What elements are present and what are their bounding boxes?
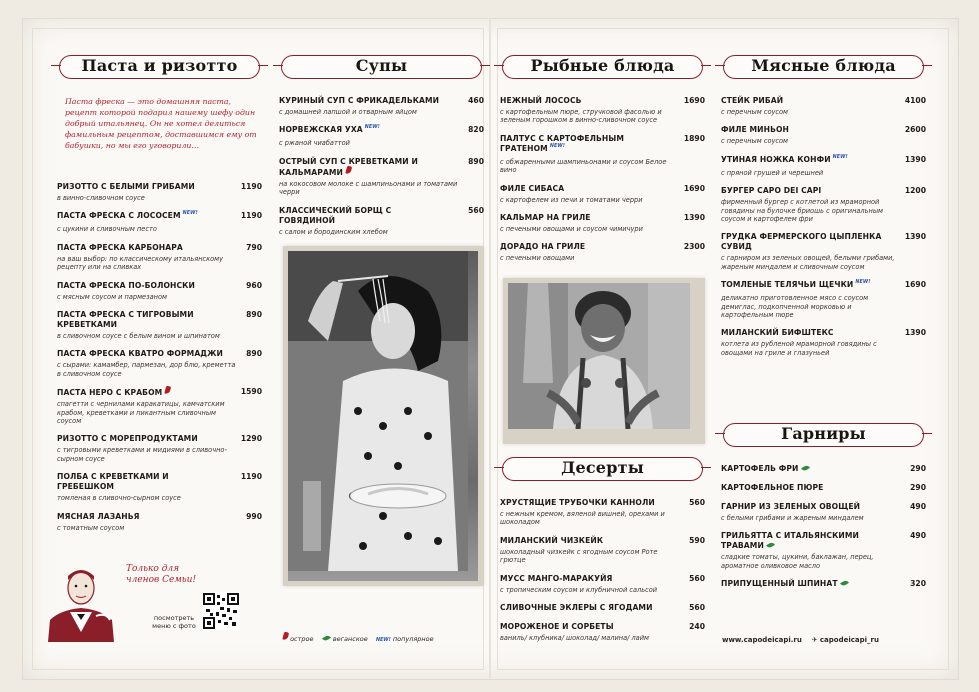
menu-item-description: с мясным соусом и пармезаном [57,292,167,301]
menu-item-name-text: РИЗОТТО С МОРЕПРОДУКТАМИ [57,434,198,444]
menu-item-name-text: РИЗОТТО С БЕЛЫМИ ГРИБАМИ [57,182,195,191]
menu-item-description: ваниль/ клубника/ шоколад/ малина/ лайм [500,634,649,643]
menu-item-name [57,434,262,444]
menu-item [500,184,705,204]
menu-item-name [57,349,262,359]
menu-item-name-text: ОСТРЫЙ СУП С КРЕВЕТКАМИ И КАЛЬМАРАМИ [279,156,418,177]
legend [280,633,434,643]
menu-item [57,512,262,532]
menu-item-name [721,186,926,196]
menu-item-name-text: МИЛАНСКИЙ ЧИЗКЕЙК [500,535,604,545]
menu-item-name [57,387,262,398]
menu-item-name-text: ПАСТА ФРЕСКА ПО-БОЛОНСКИ [57,280,195,290]
menu-item-name [500,603,705,613]
menu-item-price: 1390 [904,154,926,164]
menu-item [57,182,262,202]
menu-item [57,211,262,233]
menu-item-name [721,579,926,589]
menu-item-description: с перечным соусом [721,108,789,116]
menu-item [500,96,705,125]
meat-title: Мясные блюда [751,56,896,75]
soups-section [279,52,484,245]
menu-item [500,242,705,262]
menu-item-price: 2600 [904,125,926,135]
menu-item-description: на ваш выбор: по классическому итальянскому рецепту или на сливках [57,254,224,272]
menu-item [721,155,926,177]
menu-item-price: 1390 [904,328,926,338]
menu-item-price: 560 [468,205,484,215]
menu-item-price: 560 [689,603,705,613]
menu-item-description: сладкие томаты, цукини, баклажан, перец, ароматное оливковое масло [721,553,874,570]
menu-item-description: с перечным соусом [721,137,789,146]
website-link[interactable]: www.capodeicapi.ru [722,636,802,644]
page-fold [489,18,491,678]
menu-item-name [721,531,926,551]
menu-item-name [279,206,484,226]
menu-item-description: шоколадный чизкейк с ягодным соусом Роте грютце [500,547,658,565]
menu-item-name [57,310,262,330]
pasta-banner [57,52,262,82]
menu-item [500,213,705,233]
desserts-list [500,498,705,642]
legend-popular: популярное [392,635,434,643]
meat-banner [721,52,926,82]
menu-item-price: 560 [689,573,705,583]
leaf-icon [766,542,775,549]
pasta-section [57,52,262,541]
promo-text: Только для членов Семьи! [126,564,197,585]
sides-title: Гарниры [781,424,866,443]
menu-item-name-text: ТОМЛЕНЫЕ ТЕЛЯЧЬИ ЩЕЧКИ [721,280,854,290]
menu-item-description: с ржаной чиабаттой [279,139,350,148]
desserts-title: Десерты [561,458,644,477]
menu-item [57,472,262,502]
meat-section [721,52,926,366]
menu-item-price: 290 [910,483,926,492]
menu-item-name-text: ХРУСТЯЩИЕ ТРУБОЧКИ КАННОЛИ [500,498,655,507]
menu-item-name [279,96,484,106]
menu-item-name-text: НОРВЕЖСКАЯ УХА [279,125,363,135]
pasta-list [57,182,262,532]
menu-item [279,206,484,236]
sides-list [721,464,926,589]
chili-icon [345,165,352,174]
menu-item-name-text: БУРГЕР CAPO DEI CAPI [721,186,822,196]
leaf-icon [801,464,810,471]
menu-item-description: с тропическим соусом и клубничной сальсой [500,585,658,594]
menu-item [721,232,926,271]
new-badge: NEW! [364,125,380,131]
menu-item-name [57,281,262,291]
menu-item [721,502,926,522]
menu-item-price: 1690 [683,183,705,193]
menu-item-name-text: ГРИЛЬЯТТА С ИТАЛЬЯНСКИМИ ТРАВАМИ [721,531,859,551]
footer [722,636,879,644]
menu-item-price: 1390 [904,232,926,242]
menu-item-description: деликатно приготовленное мясо с соусом демиглас, подкопченной морковью и картофельным пюре [721,294,869,320]
menu-item-name-text: СЛИВОЧНЫЕ ЭКЛЕРЫ С ЯГОДАМИ [500,603,653,613]
woman-eating-pasta-image [288,251,468,571]
menu-item-name [500,498,705,508]
menu-item-name-text: ДОРАДО НА ГРИЛЕ [500,242,586,252]
menu-item-description: с томатным соусом [57,523,125,532]
chili-icon [165,386,172,395]
new-badge: NEW! [549,143,565,149]
menu-item-name [57,472,262,492]
qr-code-icon[interactable] [202,592,240,630]
menu-item-price: 1190 [240,182,262,191]
menu-item-name [721,125,926,135]
menu-item-name [57,182,262,192]
menu-item-description: с сырами: камамбер, пармезан, дор блю, креметта в сливочном соусе [57,361,236,378]
fish-list [500,96,705,263]
menu-item [721,464,926,474]
fish-title: Рыбные блюда [530,56,675,75]
menu-item-price: 820 [468,125,484,135]
menu-item-price: 960 [246,280,262,290]
menu-item [500,603,705,613]
menu-item-name-text: ГАРНИР ИЗ ЗЕЛЕНЫХ ОВОЩЕЙ [721,502,861,511]
menu-item [279,96,484,116]
menu-item-name [721,280,926,292]
menu-item-name-text: КУРИНЫЙ СУП С ФРИКАДЕЛЬКАМИ [279,96,440,105]
menu-item-description: с салом и бородинским хлебом [279,227,388,236]
menu-item-name-text: КАЛЬМАР НА ГРИЛЕ [500,213,591,223]
menu-item-price: 460 [468,96,484,105]
menu-item-name-text: МОРОЖЕНОЕ И СОРБЕТЫ [500,622,614,632]
menu-item-name-text: ПАСТА ФРЕСКА С ТИГРОВЫМИ КРЕВЕТКАМИ [57,310,194,330]
pasta-intro: Паста фреска — это домашняя паста, рецепт которой подарил нашему шефу один добрый итальянец. Он не хотел делиться фамильным рецептом, доставшимся ему от бабушки, но мы его уговорили… [65,97,257,150]
meat-list [721,96,926,357]
menu-item-price: 320 [910,579,926,589]
menu-item-description: котлета из рубленой мраморной говядины с овощами на гриле и глазуньей [721,340,877,357]
menu-item-name-text: ПАСТА ФРЕСКА С ЛОСОСЕМ [57,211,181,221]
menu-item-name-text: ПАСТА ФРЕСКА КВАТРО ФОРМАДЖИ [57,349,224,359]
menu-item-name-text: ФИЛЕ МИНЬОН [721,125,789,135]
sides-banner [721,420,926,450]
menu-item-name-text: ФИЛЕ СИБАСА [500,183,565,193]
menu-item-name [500,574,705,584]
menu-item-name [721,483,926,493]
menu-item-name-text: ГРУДКА ФЕРМЕРСКОГО ЦЫПЛЕНКА СУВИД [721,232,882,252]
menu-item-price: 1690 [683,96,705,105]
menu-item-price: 990 [246,511,262,521]
menu-item-description: на кокосовом молоке с шампиньонами и томатами черри [279,179,458,197]
menu-item-name [500,184,705,194]
menu-item-price: 1390 [683,213,705,223]
menu-item [500,134,705,175]
menu-item-name [500,134,705,156]
menu-item-price: 1690 [904,280,926,290]
menu-item-name-text: НЕЖНЫЙ ЛОСОСЬ [500,96,582,105]
menu-item-price: 4100 [904,96,926,105]
menu-item-price: 490 [910,502,926,511]
menu-item-name-text: КАРТОФЕЛЬНОЕ ПЮРЕ [721,483,824,492]
menu-item-name-text: СТЕЙК РИБАЙ [721,96,784,105]
menu-item-price: 1200 [904,186,926,196]
menu-item-name [57,243,262,253]
menu-item [721,125,926,145]
menu-item [721,328,926,357]
soups-banner [279,52,484,82]
vegan-icon [322,634,331,641]
menu-item-name-text: КЛАССИЧЕСКИЙ БОРЩ С ГОВЯДИНОЙ [279,205,392,225]
menu-item-price: 590 [689,535,705,545]
fish-banner [500,52,705,82]
menu-item-price: 2300 [683,242,705,252]
legend-vegan: веганское [332,635,368,643]
menu-item-price: 240 [689,622,705,632]
menu-item-name-text: ПАЛТУС С КАРТОФЕЛЬНЫМ ГРАТЕНОМ [500,133,624,153]
fish-section [500,52,705,272]
desserts-banner [500,454,705,484]
menu-item-price: 290 [910,464,926,473]
menu-item-description: с картофелем из печи и томатами черри [500,195,643,204]
menu-item-description: томленая в сливочно-сырном соусе [57,494,181,503]
menu-item-description: с белыми грибами и жареным миндалем [721,514,864,522]
menu-item-name [721,96,926,106]
telegram-icon: ✈ [811,636,818,644]
menu-item [500,622,705,642]
menu-item-price: 790 [246,242,262,252]
menu-item [721,186,926,223]
new-badge: NEW! [832,154,848,160]
qr-caption: посмотреть меню с фото [152,614,196,630]
menu-item-name [721,464,926,474]
menu-item-description: в сливочном соусе с белым вином и шпинатом [57,332,220,341]
menu-item-name-text: МИЛАНСКИЙ БИФШТЕКС [721,328,834,338]
menu-item-price: 890 [246,310,262,320]
menu-item [279,157,484,197]
leaf-icon [840,580,849,587]
laughing-boy-image [508,283,690,429]
menu-item-description: с тигровыми креветками и мидиями в сливочно-сырном соусе [57,446,227,463]
soups-list [279,96,484,236]
godfather-icon [40,562,122,642]
menu-item [57,387,262,425]
menu-item-price: 1190 [240,472,262,482]
menu-item-name-text: МЯСНАЯ ЛАЗАНЬЯ [57,511,140,521]
pasta-title: Паста и ризотто [81,56,238,75]
menu-item-price: 1290 [240,434,262,444]
new-badge: NEW! [182,211,198,217]
menu-item-description: с домашней лапшой и отварным яйцом [279,108,417,116]
desserts-section [500,454,705,651]
menu-item-name-text: УТИНАЯ НОЖКА КОНФИ [721,154,831,164]
menu-item [57,243,262,272]
menu-item-description: с нежным кремом, вяленой вишней, орехами и шоколадом [500,510,665,527]
menu-item-price: 890 [468,156,484,166]
menu-item-description: с гарниром из зеленых овощей, белыми грибами, жареным миндалем и сливочным соусом [721,254,895,271]
menu-item-name [57,211,262,223]
menu-item [57,349,262,378]
menu-item-description: с картофельным пюре, стручковой фасолью и зеленым горошком в винно-сливочном соусе [500,108,662,125]
menu-item-price: 490 [910,531,926,541]
menu-item [57,281,262,301]
menu-item-description: с цукини и сливочным песто [57,225,157,234]
menu-item [57,434,262,463]
photo-woman-pasta [283,246,483,586]
spicy-icon [282,632,289,641]
menu-item-name [721,232,926,252]
menu-item [500,536,705,565]
menu-item-name-text: ПРИПУЩЕННЫЙ ШПИНАТ [721,579,838,589]
menu-item-price: 1890 [683,133,705,143]
menu-item-description: в винно-сливочном соусе [57,194,145,202]
menu-item-name [279,125,484,137]
menu-item-price: 1590 [240,387,262,397]
photo-laughing-boy [503,278,705,444]
menu-item [721,579,926,589]
menu-item-description: спагетти с чернилами каракатицы, камчатским крабом, креветками и пикантным сливочным соусом [57,400,225,426]
menu-item-description: с печеными овощами и соусом чимичури [500,225,643,234]
menu-item-name-text: КАРТОФЕЛЬ ФРИ [721,464,799,473]
menu-item-name-text: ПОЛБА С КРЕВЕТКАМИ И ГРЕБЕШКОМ [57,472,169,492]
menu-item-name [500,536,705,546]
sides-section [721,420,926,598]
menu-item-name-text: ПАСТА ФРЕСКА КАРБОНАРА [57,242,183,252]
menu-item-name [721,155,926,167]
menu-item-name [500,213,705,223]
menu-item [57,310,262,340]
menu-item-name [57,512,262,522]
menu-item [721,96,926,116]
menu-item [500,498,705,527]
menu-item [721,483,926,493]
menu-item-description: фирменный бургер с котлетой из мраморной говядины на булочке бриошь с оригинальным соусом и картофелем фри [721,198,884,224]
promo-block [40,562,240,644]
menu-item-name-text: МУСС МАНГО-МАРАКУЙЯ [500,573,613,583]
soups-title: Супы [355,56,408,75]
menu-item [721,280,926,319]
menu-item [500,574,705,594]
menu-item-price: 1190 [240,211,262,221]
new-badge: NEW! [855,280,871,286]
menu-item-price: 560 [689,498,705,507]
social-link[interactable]: capodeicapi_ru [819,636,879,644]
menu-item-description: с печеными овощами [500,254,575,263]
menu-item-name [500,622,705,632]
legend-spicy: острое [290,635,314,643]
menu-item-name-text: ПАСТА НЕРО С КРАБОМ [57,388,163,398]
menu-item [279,125,484,147]
popular-icon: NEW! [375,638,391,643]
menu-item-name [279,157,484,178]
menu-item-description: с обжаренными шампиньонами и соусом Белое вино [500,157,667,175]
menu-item [721,531,926,570]
menu-item-description: с пряной грушей и черешней [721,168,824,177]
menu-item-name [500,242,705,252]
menu-item-name [500,96,705,106]
menu-item-name [721,328,926,338]
menu-item-name [721,502,926,512]
menu-item-price: 890 [246,349,262,359]
